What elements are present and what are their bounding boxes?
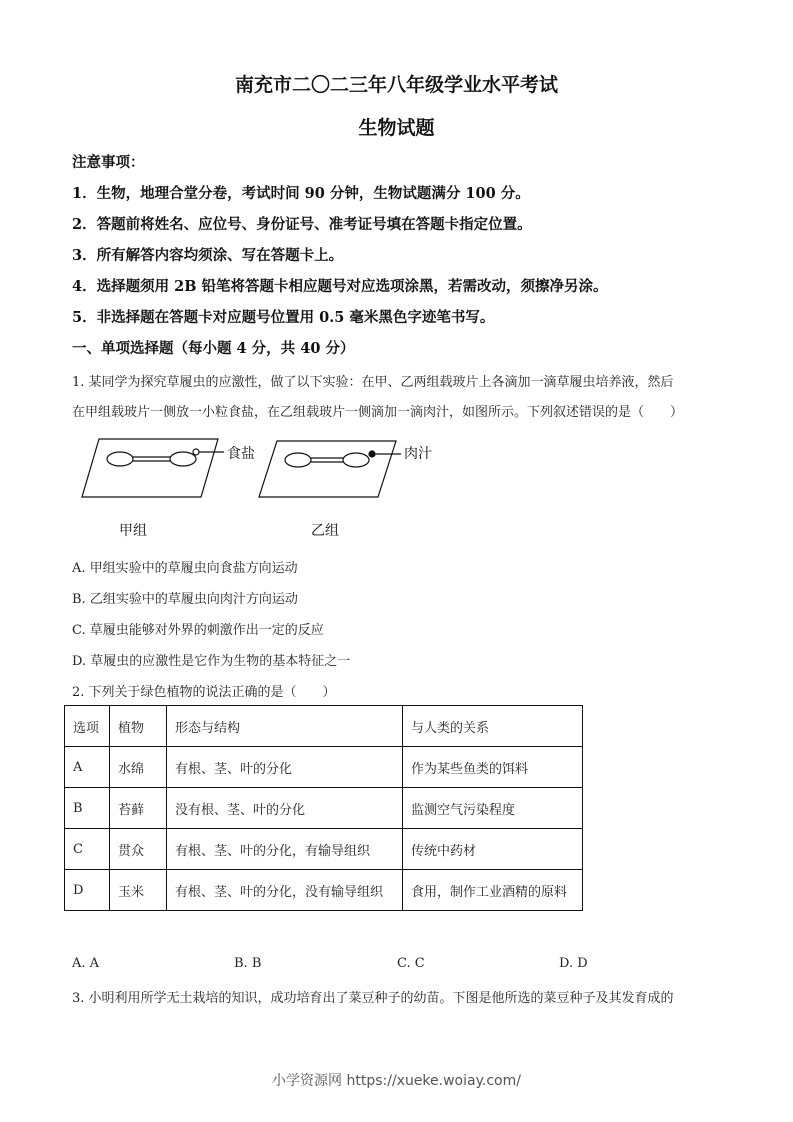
header-relation: 与人类的关系 xyxy=(403,706,583,747)
q3-stem-line1: 3. 小明利用所学无土栽培的知识，成功培育出了菜豆种子的幼苗。下图是他所选的菜豆种子及其发育成的 xyxy=(72,991,674,1006)
notice-item-2: 2．答题前将姓名、应位号、身份证号、准考证号填在答题卡指定位置。 xyxy=(72,216,532,233)
header-plant: 植物 xyxy=(110,706,167,747)
cell-structure: 没有根、茎、叶的分化 xyxy=(167,788,403,829)
cell-structure: 有根、茎、叶的分化，没有输导组织 xyxy=(167,870,403,911)
slide-group-b xyxy=(259,441,401,497)
cell-relation: 食用，制作工业酒精的原料 xyxy=(403,870,583,911)
q2-option-d: D. D xyxy=(559,956,588,971)
cell-structure: 有根、茎、叶的分化 xyxy=(167,747,403,788)
q1-stem-line1: 1. 某同学为探究草履虫的应激性，做了以下实验：在甲、乙两组载玻片上各滴加一滴草履虫培养液，然后 xyxy=(72,375,674,390)
notice-item-4: 4．选择题须用 2B 铅笔将答题卡相应题号对应选项涂黑，若需改动，须擦净另涂。 xyxy=(72,278,608,295)
notice-item-3: 3．所有解答内容均须涂、写在答题卡上。 xyxy=(72,247,344,264)
header-option: 选项 xyxy=(65,706,110,747)
slide-group-a xyxy=(82,439,224,497)
header-structure: 形态与结构 xyxy=(167,706,403,747)
group-a-label: 甲组 xyxy=(119,523,147,539)
group-b-label: 乙组 xyxy=(311,523,339,539)
cell-relation: 监测空气污染程度 xyxy=(403,788,583,829)
notice-heading: 注意事项： xyxy=(72,154,145,171)
cell-plant: 玉米 xyxy=(110,870,167,911)
q1-option-a: A. 甲组实验中的草履虫向食盐方向运动 xyxy=(72,561,298,576)
exam-subtitle: 生物试题 xyxy=(358,117,435,139)
q1-option-c: C. 草履虫能够对外界的刺激作出一定的反应 xyxy=(72,623,324,638)
salt-label: 食盐 xyxy=(227,446,255,462)
cell-plant: 水绵 xyxy=(110,747,167,788)
cell-relation: 传统中药材 xyxy=(403,829,583,870)
q2-stem: 2. 下列关于绿色植物的说法正确的是（ ） xyxy=(72,685,336,700)
q2-option-a: A. A xyxy=(72,956,100,971)
table-row xyxy=(65,788,583,829)
q2-option-b: B. B xyxy=(234,956,262,971)
cell-option: D xyxy=(65,870,110,911)
cell-relation: 作为某些鱼类的饵料 xyxy=(403,747,583,788)
table-row xyxy=(65,747,583,788)
cell-plant: 贯众 xyxy=(110,829,167,870)
cell-structure: 有根、茎、叶的分化，有输导组织 xyxy=(167,829,403,870)
q1-option-b: B. 乙组实验中的草履虫向肉汁方向运动 xyxy=(72,592,298,607)
section-heading: 一、单项选择题（每小题 4 分，共 40 分） xyxy=(72,340,355,357)
table-header-row xyxy=(65,706,583,747)
table-row xyxy=(65,829,583,870)
notice-item-5: 5．非选择题在答题卡对应题号位置用 0.5 毫米黑色字迹笔书写。 xyxy=(72,309,495,326)
q2-option-c: C. C xyxy=(397,956,425,971)
cell-plant: 苔藓 xyxy=(110,788,167,829)
plants-table xyxy=(64,705,583,911)
exam-title: 南充市二〇二三年八年级学业水平考试 xyxy=(234,74,558,96)
footer-watermark: 小学资源网 https://xueke.woiay.com/ xyxy=(272,1073,521,1089)
broth-label: 肉汁 xyxy=(404,446,432,462)
notice-item-1: 1．生物，地理合堂分卷，考试时间 90 分钟，生物试题满分 100 分。 xyxy=(72,185,530,202)
q1-option-d: D. 草履虫的应激性是它作为生物的基本特征之一 xyxy=(72,654,351,669)
q1-stem-line2: 在甲组载玻片一侧放一小粒食盐，在乙组载玻片一侧滴加一滴肉汁，如图所示。下列叙述错误的是（ ） xyxy=(72,405,684,420)
cell-option: C xyxy=(65,829,110,870)
paramecium-experiment-figure xyxy=(0,0,793,540)
cell-option: A xyxy=(65,747,110,788)
cell-option: B xyxy=(65,788,110,829)
table-row xyxy=(65,870,583,911)
